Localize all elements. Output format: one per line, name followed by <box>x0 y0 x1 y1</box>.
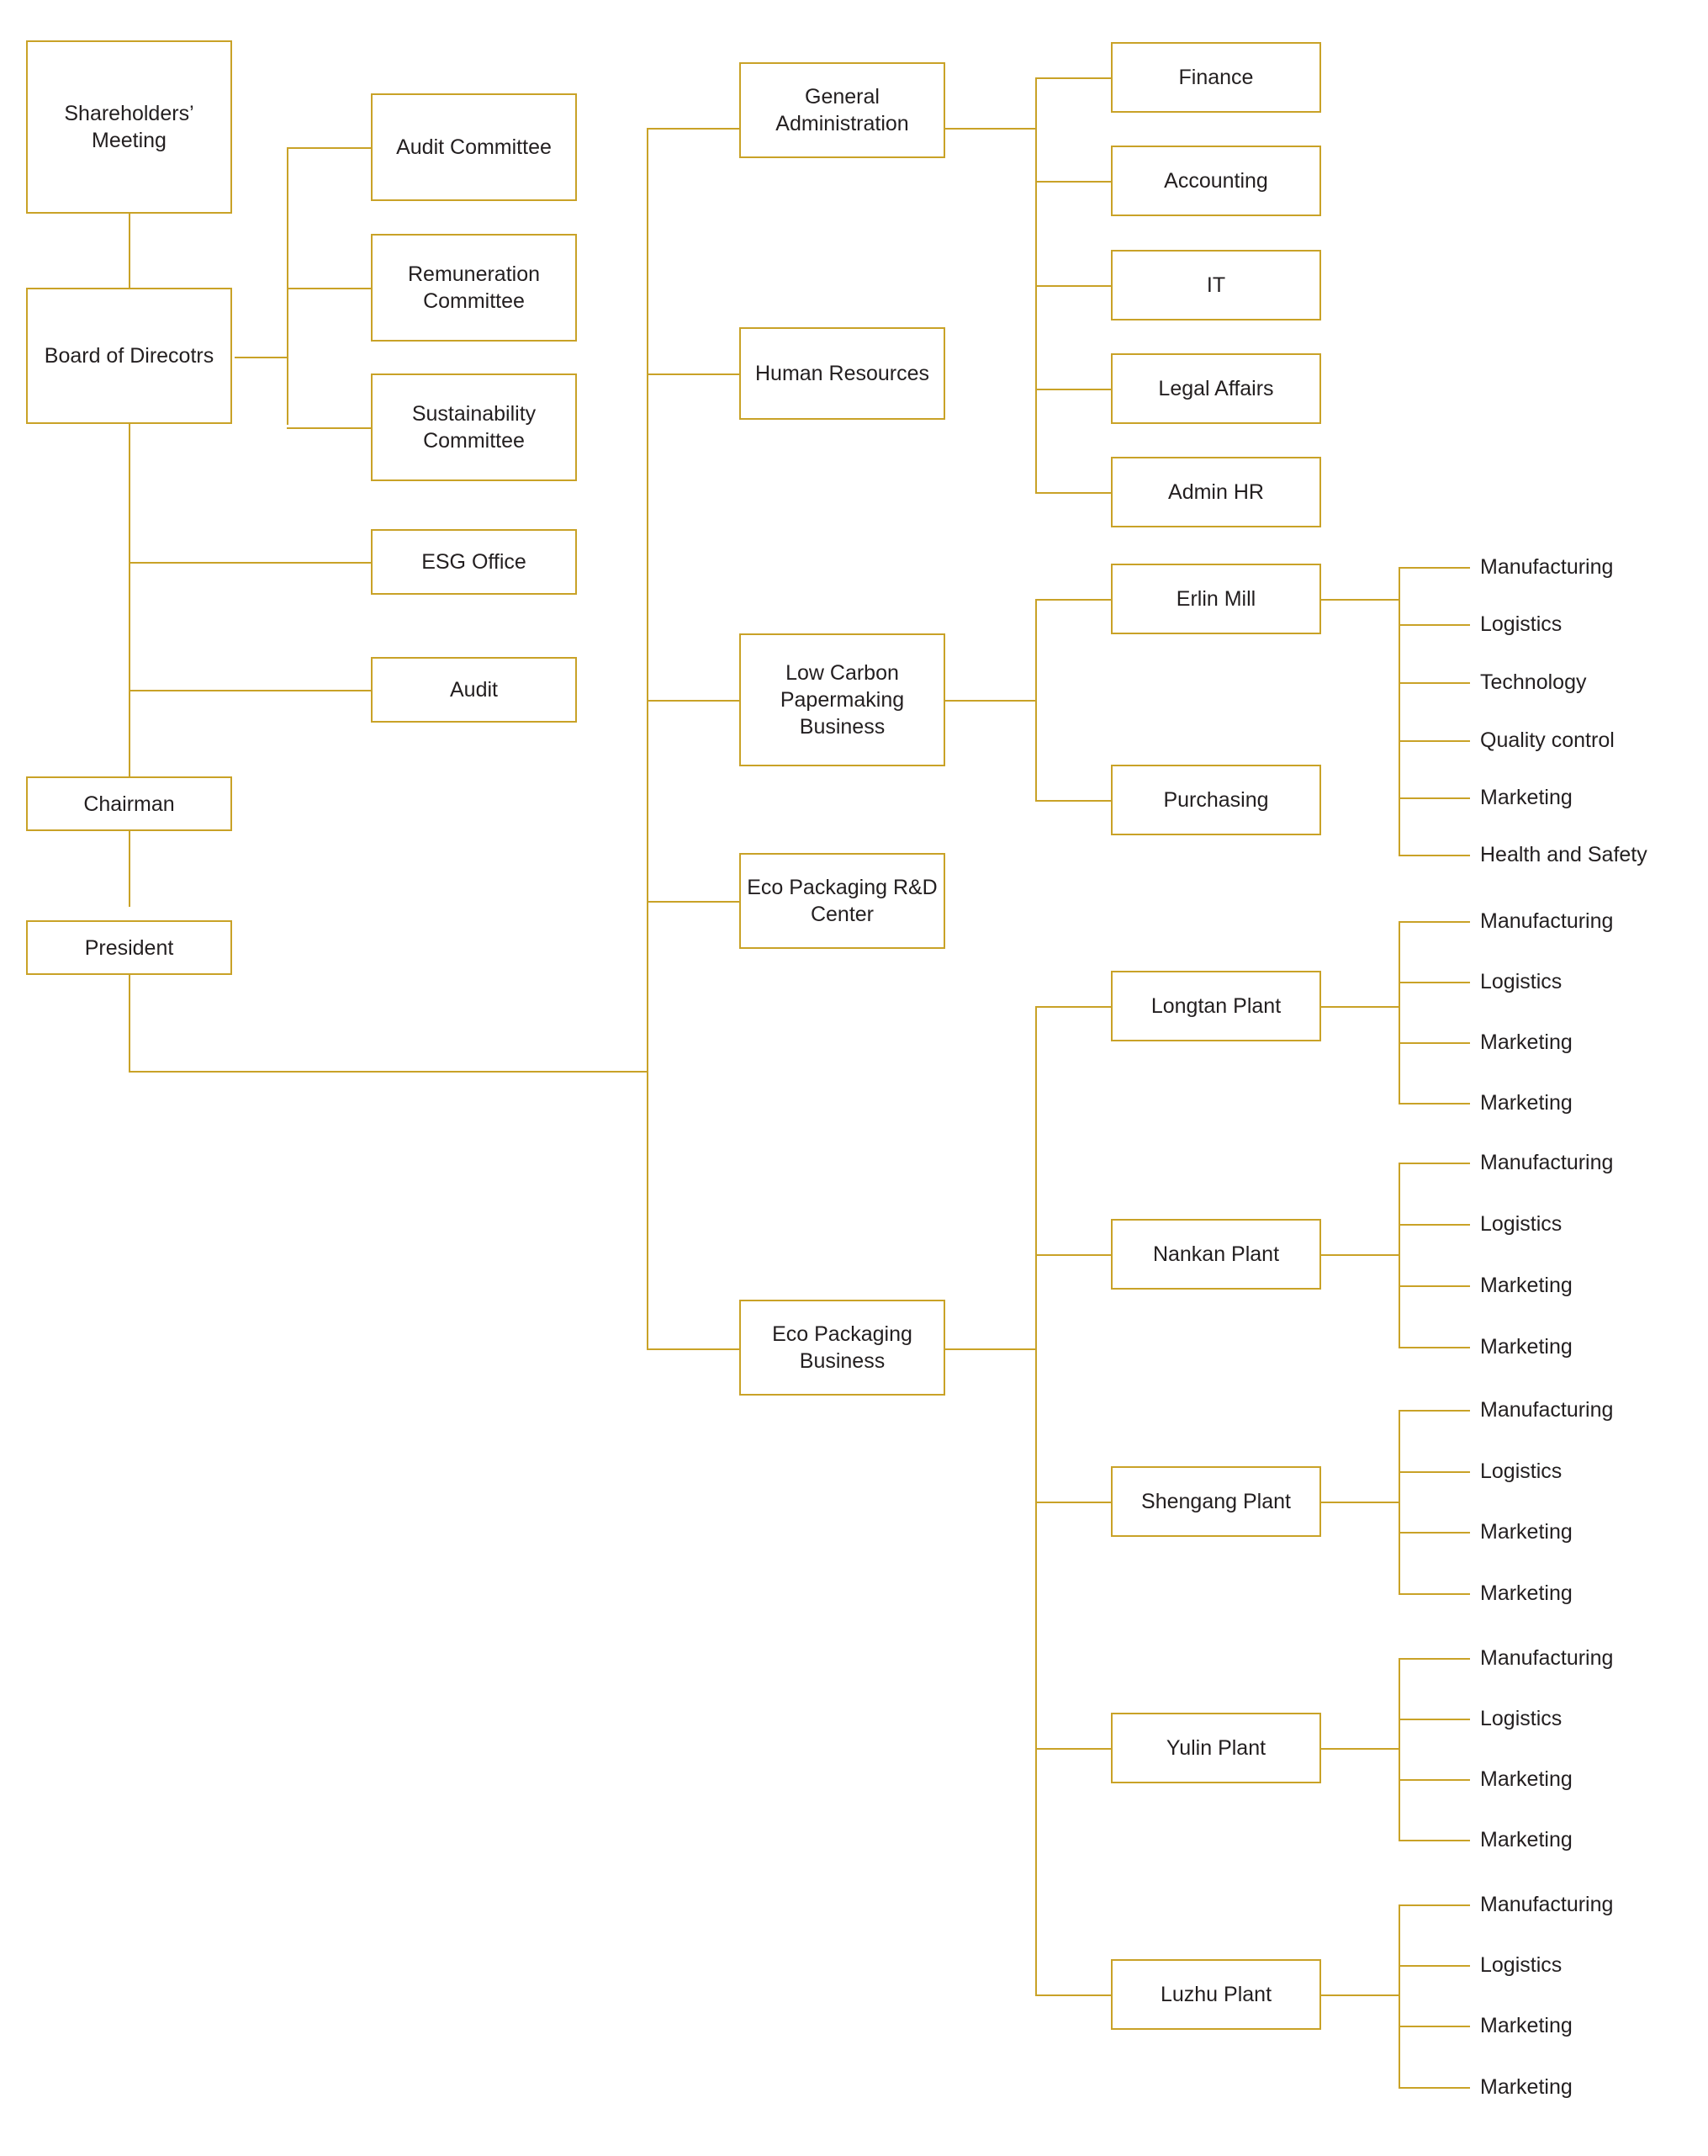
connector-bus-to-yulin-plant <box>1035 1748 1111 1750</box>
connector-nankan-fn-3 <box>1399 1347 1470 1348</box>
leaf-nankan-function: Manufacturing <box>1480 1151 1614 1174</box>
connector-chairman-to-president <box>129 831 130 907</box>
node-purchasing[interactable]: Purchasing <box>1111 765 1321 835</box>
connector-luzhu-fn-1 <box>1399 1965 1470 1967</box>
connector-president-down <box>129 975 130 1072</box>
connector-eco-packaging-to-bus <box>944 1348 1036 1350</box>
leaf-luzhu-function: Manufacturing <box>1480 1893 1614 1916</box>
connector-bus-to-finance <box>1035 77 1111 79</box>
leaf-shengang-function: Manufacturing <box>1480 1398 1614 1422</box>
connector-bus-to-eco-packaging-rd <box>647 901 739 903</box>
connector-longtan-to-bus <box>1320 1006 1400 1008</box>
connector-erlin-fn-4 <box>1399 797 1470 799</box>
connector-yulin-fn-3 <box>1399 1840 1470 1841</box>
leaf-erlin-function: Quality control <box>1480 728 1615 752</box>
node-president[interactable]: President <box>26 920 232 975</box>
connector-nankan-functions-bus <box>1399 1163 1400 1348</box>
connector-luzhu-to-bus <box>1320 1994 1400 1996</box>
node-esg-office[interactable]: ESG Office <box>371 529 577 595</box>
connector-bus-to-shengang-plant <box>1035 1502 1111 1503</box>
leaf-longtan-function: Marketing <box>1480 1030 1573 1054</box>
node-shareholders-meeting[interactable]: Shareholders’ Meeting <box>26 40 232 214</box>
node-remuneration-committee[interactable]: Remuneration Committee <box>371 234 577 342</box>
connector-bus-to-remuneration-committee <box>287 288 371 289</box>
connector-bus-to-admin-hr <box>1035 492 1111 494</box>
node-yulin-plant[interactable]: Yulin Plant <box>1111 1713 1321 1783</box>
connector-bus-to-human-resources <box>647 373 739 375</box>
connector-bus-to-erlin-mill <box>1035 599 1111 601</box>
connector-longtan-fn-0 <box>1399 921 1470 923</box>
connector-low-carbon-bus <box>1035 599 1037 801</box>
connector-bus-to-audit-committee <box>287 147 371 149</box>
connector-divisions-bus <box>647 128 648 1348</box>
leaf-erlin-function: Logistics <box>1480 612 1563 636</box>
leaf-yulin-function: Marketing <box>1480 1767 1573 1791</box>
node-finance[interactable]: Finance <box>1111 42 1321 113</box>
leaf-shengang-function: Logistics <box>1480 1459 1563 1483</box>
connector-bus-to-longtan-plant <box>1035 1006 1111 1008</box>
leaf-luzhu-function: Marketing <box>1480 2014 1573 2037</box>
leaf-luzhu-function: Marketing <box>1480 2075 1573 2099</box>
node-low-carbon-papermaking-business[interactable]: Low Carbon Papermaking Business <box>739 633 945 766</box>
connector-longtan-functions-bus <box>1399 921 1400 1104</box>
connector-board-to-audit <box>129 690 371 691</box>
connector-bus-to-nankan-plant <box>1035 1254 1111 1256</box>
connector-shengang-fn-3 <box>1399 1593 1470 1595</box>
connector-shengang-fn-2 <box>1399 1532 1470 1534</box>
leaf-longtan-function: Manufacturing <box>1480 909 1614 933</box>
connector-erlin-functions-bus <box>1399 567 1400 856</box>
leaf-nankan-function: Logistics <box>1480 1212 1563 1236</box>
connector-shareholders-to-board <box>129 214 130 288</box>
connector-bus-to-low-carbon-papermaking <box>647 700 739 702</box>
node-accounting[interactable]: Accounting <box>1111 146 1321 216</box>
connector-bus-to-it <box>1035 285 1111 287</box>
connector-shengang-fn-0 <box>1399 1410 1470 1412</box>
connector-board-down <box>129 424 130 784</box>
node-sustainability-committee[interactable]: Sustainability Committee <box>371 373 577 481</box>
connector-luzhu-fn-3 <box>1399 2087 1470 2089</box>
leaf-longtan-function: Marketing <box>1480 1091 1573 1115</box>
connector-yulin-fn-0 <box>1399 1658 1470 1660</box>
leaf-erlin-function: Technology <box>1480 670 1587 694</box>
connector-shengang-to-bus <box>1320 1502 1400 1503</box>
node-luzhu-plant[interactable]: Luzhu Plant <box>1111 1959 1321 2030</box>
node-audit[interactable]: Audit <box>371 657 577 723</box>
connector-bus-to-accounting <box>1035 181 1111 183</box>
leaf-shengang-function: Marketing <box>1480 1581 1573 1605</box>
connector-shengang-functions-bus <box>1399 1410 1400 1593</box>
connector-longtan-fn-3 <box>1399 1103 1470 1104</box>
leaf-erlin-function: Marketing <box>1480 786 1573 809</box>
connector-longtan-fn-1 <box>1399 982 1470 983</box>
node-shengang-plant[interactable]: Shengang Plant <box>1111 1466 1321 1537</box>
node-it[interactable]: IT <box>1111 250 1321 320</box>
connector-luzhu-functions-bus <box>1399 1904 1400 2087</box>
connector-low-carbon-to-bus <box>944 700 1036 702</box>
connector-yulin-to-bus <box>1320 1748 1400 1750</box>
leaf-shengang-function: Marketing <box>1480 1520 1573 1544</box>
connector-shengang-fn-1 <box>1399 1471 1470 1473</box>
leaf-yulin-function: Manufacturing <box>1480 1646 1614 1670</box>
connector-luzhu-fn-0 <box>1399 1904 1470 1906</box>
node-board-of-directors[interactable]: Board of Direcotrs <box>26 288 232 424</box>
connector-bus-to-purchasing <box>1035 800 1111 802</box>
connector-bus-to-sustainability-committee <box>287 427 371 429</box>
connector-nankan-to-bus <box>1320 1254 1400 1256</box>
connector-board-to-esg-office <box>129 562 371 564</box>
connector-bus-to-legal-affairs <box>1035 389 1111 390</box>
leaf-yulin-function: Logistics <box>1480 1707 1563 1730</box>
node-chairman[interactable]: Chairman <box>26 776 232 831</box>
connector-board-to-committee-bus <box>235 357 287 358</box>
node-eco-packaging-rd-center[interactable]: Eco Packaging R&D Center <box>739 853 945 949</box>
connector-nankan-fn-0 <box>1399 1163 1470 1164</box>
connector-nankan-fn-2 <box>1399 1285 1470 1287</box>
connector-bus-to-general-administration <box>647 128 739 130</box>
connector-erlin-mill-to-bus <box>1320 599 1400 601</box>
node-human-resources[interactable]: Human Resources <box>739 327 945 420</box>
connector-plants-bus <box>1035 1006 1037 1994</box>
node-longtan-plant[interactable]: Longtan Plant <box>1111 971 1321 1041</box>
connector-erlin-fn-3 <box>1399 740 1470 742</box>
connector-yulin-functions-bus <box>1399 1658 1400 1841</box>
connector-bus-to-eco-packaging-business <box>647 1348 739 1350</box>
leaf-yulin-function: Marketing <box>1480 1828 1573 1851</box>
node-admin-hr[interactable]: Admin HR <box>1111 457 1321 527</box>
leaf-nankan-function: Marketing <box>1480 1274 1573 1297</box>
connector-luzhu-fn-2 <box>1399 2026 1470 2027</box>
node-nankan-plant[interactable]: Nankan Plant <box>1111 1219 1321 1290</box>
node-erlin-mill[interactable]: Erlin Mill <box>1111 564 1321 634</box>
connector-committee-bus <box>287 147 288 425</box>
connector-erlin-fn-5 <box>1399 855 1470 856</box>
connector-general-admin-to-bus <box>944 128 1036 130</box>
leaf-erlin-function: Manufacturing <box>1480 555 1614 579</box>
connector-bus-to-luzhu-plant <box>1035 1994 1111 1996</box>
node-legal-affairs[interactable]: Legal Affairs <box>1111 353 1321 424</box>
leaf-erlin-function: Health and Safety <box>1480 843 1647 866</box>
connector-nankan-fn-1 <box>1399 1224 1470 1226</box>
node-eco-packaging-business[interactable]: Eco Packaging Business <box>739 1300 945 1396</box>
connector-trunk-horizontal <box>129 1071 648 1073</box>
leaf-luzhu-function: Logistics <box>1480 1953 1563 1977</box>
node-general-administration[interactable]: General Administration <box>739 62 945 158</box>
leaf-nankan-function: Marketing <box>1480 1335 1573 1359</box>
connector-erlin-fn-0 <box>1399 567 1470 569</box>
connector-erlin-fn-2 <box>1399 682 1470 684</box>
connector-erlin-fn-1 <box>1399 624 1470 626</box>
connector-longtan-fn-2 <box>1399 1042 1470 1044</box>
connector-yulin-fn-1 <box>1399 1719 1470 1720</box>
leaf-longtan-function: Logistics <box>1480 970 1563 993</box>
node-audit-committee[interactable]: Audit Committee <box>371 93 577 201</box>
connector-yulin-fn-2 <box>1399 1779 1470 1781</box>
